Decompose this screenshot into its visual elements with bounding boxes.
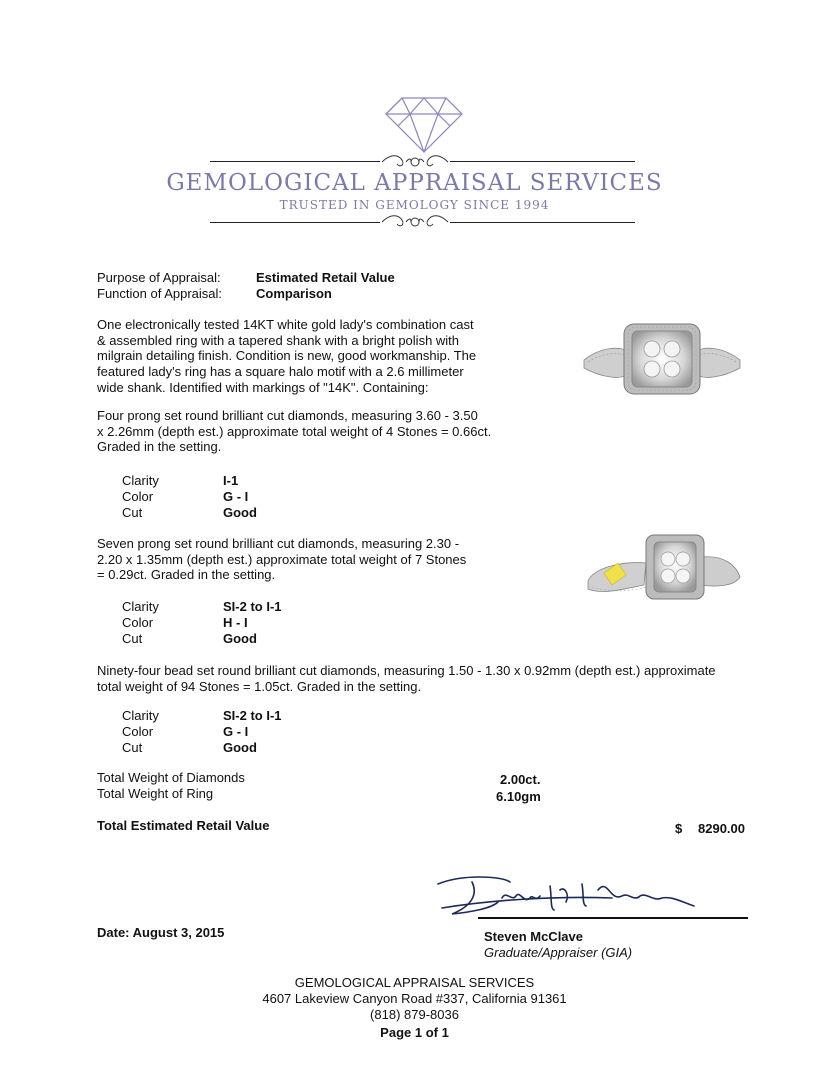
footer-address: 4607 Lakeview Canyon Road #337, California 91361	[262, 991, 567, 1006]
stone-group-3-description	[97, 663, 716, 694]
brand-name: GEMOLOGICAL APPRAISAL SERVICES	[166, 170, 663, 196]
brand-tagline: TRUSTED IN GEMOLOGY SINCE 1994	[279, 198, 550, 212]
grade-label: Clarity	[122, 473, 159, 488]
total-retail-value: 8290.00	[698, 821, 745, 836]
grade-label: Cut	[122, 631, 143, 646]
appraiser-title: Graduate/Appraiser (GIA)	[484, 945, 633, 960]
grade-label: Color	[122, 489, 154, 504]
stone-description-line: Graded in the setting.	[97, 439, 222, 455]
description-line: & assembled ring with a tapered shank with a bright polish with	[97, 332, 460, 348]
signature-line	[478, 917, 748, 919]
grade-label: Cut	[122, 740, 143, 755]
stone-group-1-description	[97, 408, 491, 455]
stone-group-2-description	[97, 536, 466, 583]
stone-description-line: = 0.29ct. Graded in the setting.	[97, 567, 276, 583]
grade-value: Good	[223, 505, 257, 520]
grade-label: Color	[122, 724, 154, 739]
ring-description	[97, 317, 476, 396]
stone-description-line: Four prong set round brilliant cut diamonds, measuring 3.60 - 3.50	[97, 408, 478, 423]
ring-side-view-photo	[584, 527, 744, 607]
grade-label: Color	[122, 615, 154, 630]
total-ring-value: 6.10gm	[496, 789, 541, 804]
grade-value: G - I	[223, 489, 249, 504]
header-rule-bottom-right	[450, 222, 635, 223]
appraisal-date: Date: August 3, 2015	[97, 925, 225, 940]
purpose-label: Purpose of Appraisal:	[97, 270, 221, 285]
description-line: One electronically tested 14KT white gold lady's combination cast	[97, 317, 474, 332]
grade-label: Clarity	[122, 599, 159, 614]
ring-top-view-photo	[582, 316, 742, 398]
currency-symbol: $	[675, 821, 683, 836]
total-retail-label: Total Estimated Retail Value	[97, 818, 270, 833]
footer-company: GEMOLOGICAL APPRAISAL SERVICES	[294, 975, 535, 990]
stone-description-line: Ninety-four bead set round brilliant cut diamonds, measuring 1.50 - 1.30 x 0.92mm (depth est.) approximate	[97, 663, 716, 678]
page-number: Page 1 of 1	[380, 1025, 449, 1040]
grade-label: Clarity	[122, 708, 159, 723]
header-rule-bottom-left	[210, 222, 380, 223]
scroll-ornament-bottom-icon	[380, 212, 450, 232]
grade-value: Good	[223, 740, 257, 755]
grade-value: SI-2 to I-1	[223, 599, 282, 614]
grade-value: G - I	[223, 724, 249, 739]
grade-value: Good	[223, 631, 257, 646]
footer-phone: (818) 879-8036	[370, 1007, 459, 1022]
grade-value: H - I	[223, 615, 248, 630]
grade-value: SI-2 to I-1	[223, 708, 282, 723]
header-rule-top-left	[210, 161, 380, 162]
total-diamonds-label: Total Weight of Diamonds	[97, 770, 245, 785]
description-line: milgrain detailing finish. Condition is new, good workmanship. The	[97, 348, 477, 364]
total-diamonds-value: 2.00ct.	[500, 772, 541, 787]
function-label: Function of Appraisal:	[97, 286, 223, 301]
stone-description-line: 2.20 x 1.35mm (depth est.) approximate total weight of 7 Stones	[97, 551, 467, 567]
grade-label: Cut	[122, 505, 143, 520]
scroll-ornament-icon	[380, 152, 450, 172]
header-rule-top-right	[450, 161, 635, 162]
stone-description-line: x 2.26mm (depth est.) approximate total weight of 4 Stones = 0.66ct.	[97, 423, 492, 439]
appraiser-name: Steven McClave	[484, 929, 583, 944]
grade-value: I-1	[223, 473, 239, 488]
total-ring-label: Total Weight of Ring	[97, 786, 214, 801]
stone-description-line: Seven prong set round brilliant cut diamonds, measuring 2.30 -	[97, 536, 460, 551]
diamond-logo-icon	[384, 96, 464, 154]
stone-description-line: total weight of 94 Stones = 1.05ct. Graded in the setting.	[97, 678, 422, 694]
description-line: wide shank. Identified with markings of "14K". Containing:	[97, 379, 429, 395]
description-line: featured lady's ring has a square halo motif with a 2.6 millimeter	[97, 364, 464, 380]
function-value: Comparison	[256, 286, 332, 301]
purpose-value: Estimated Retail Value	[256, 270, 395, 285]
